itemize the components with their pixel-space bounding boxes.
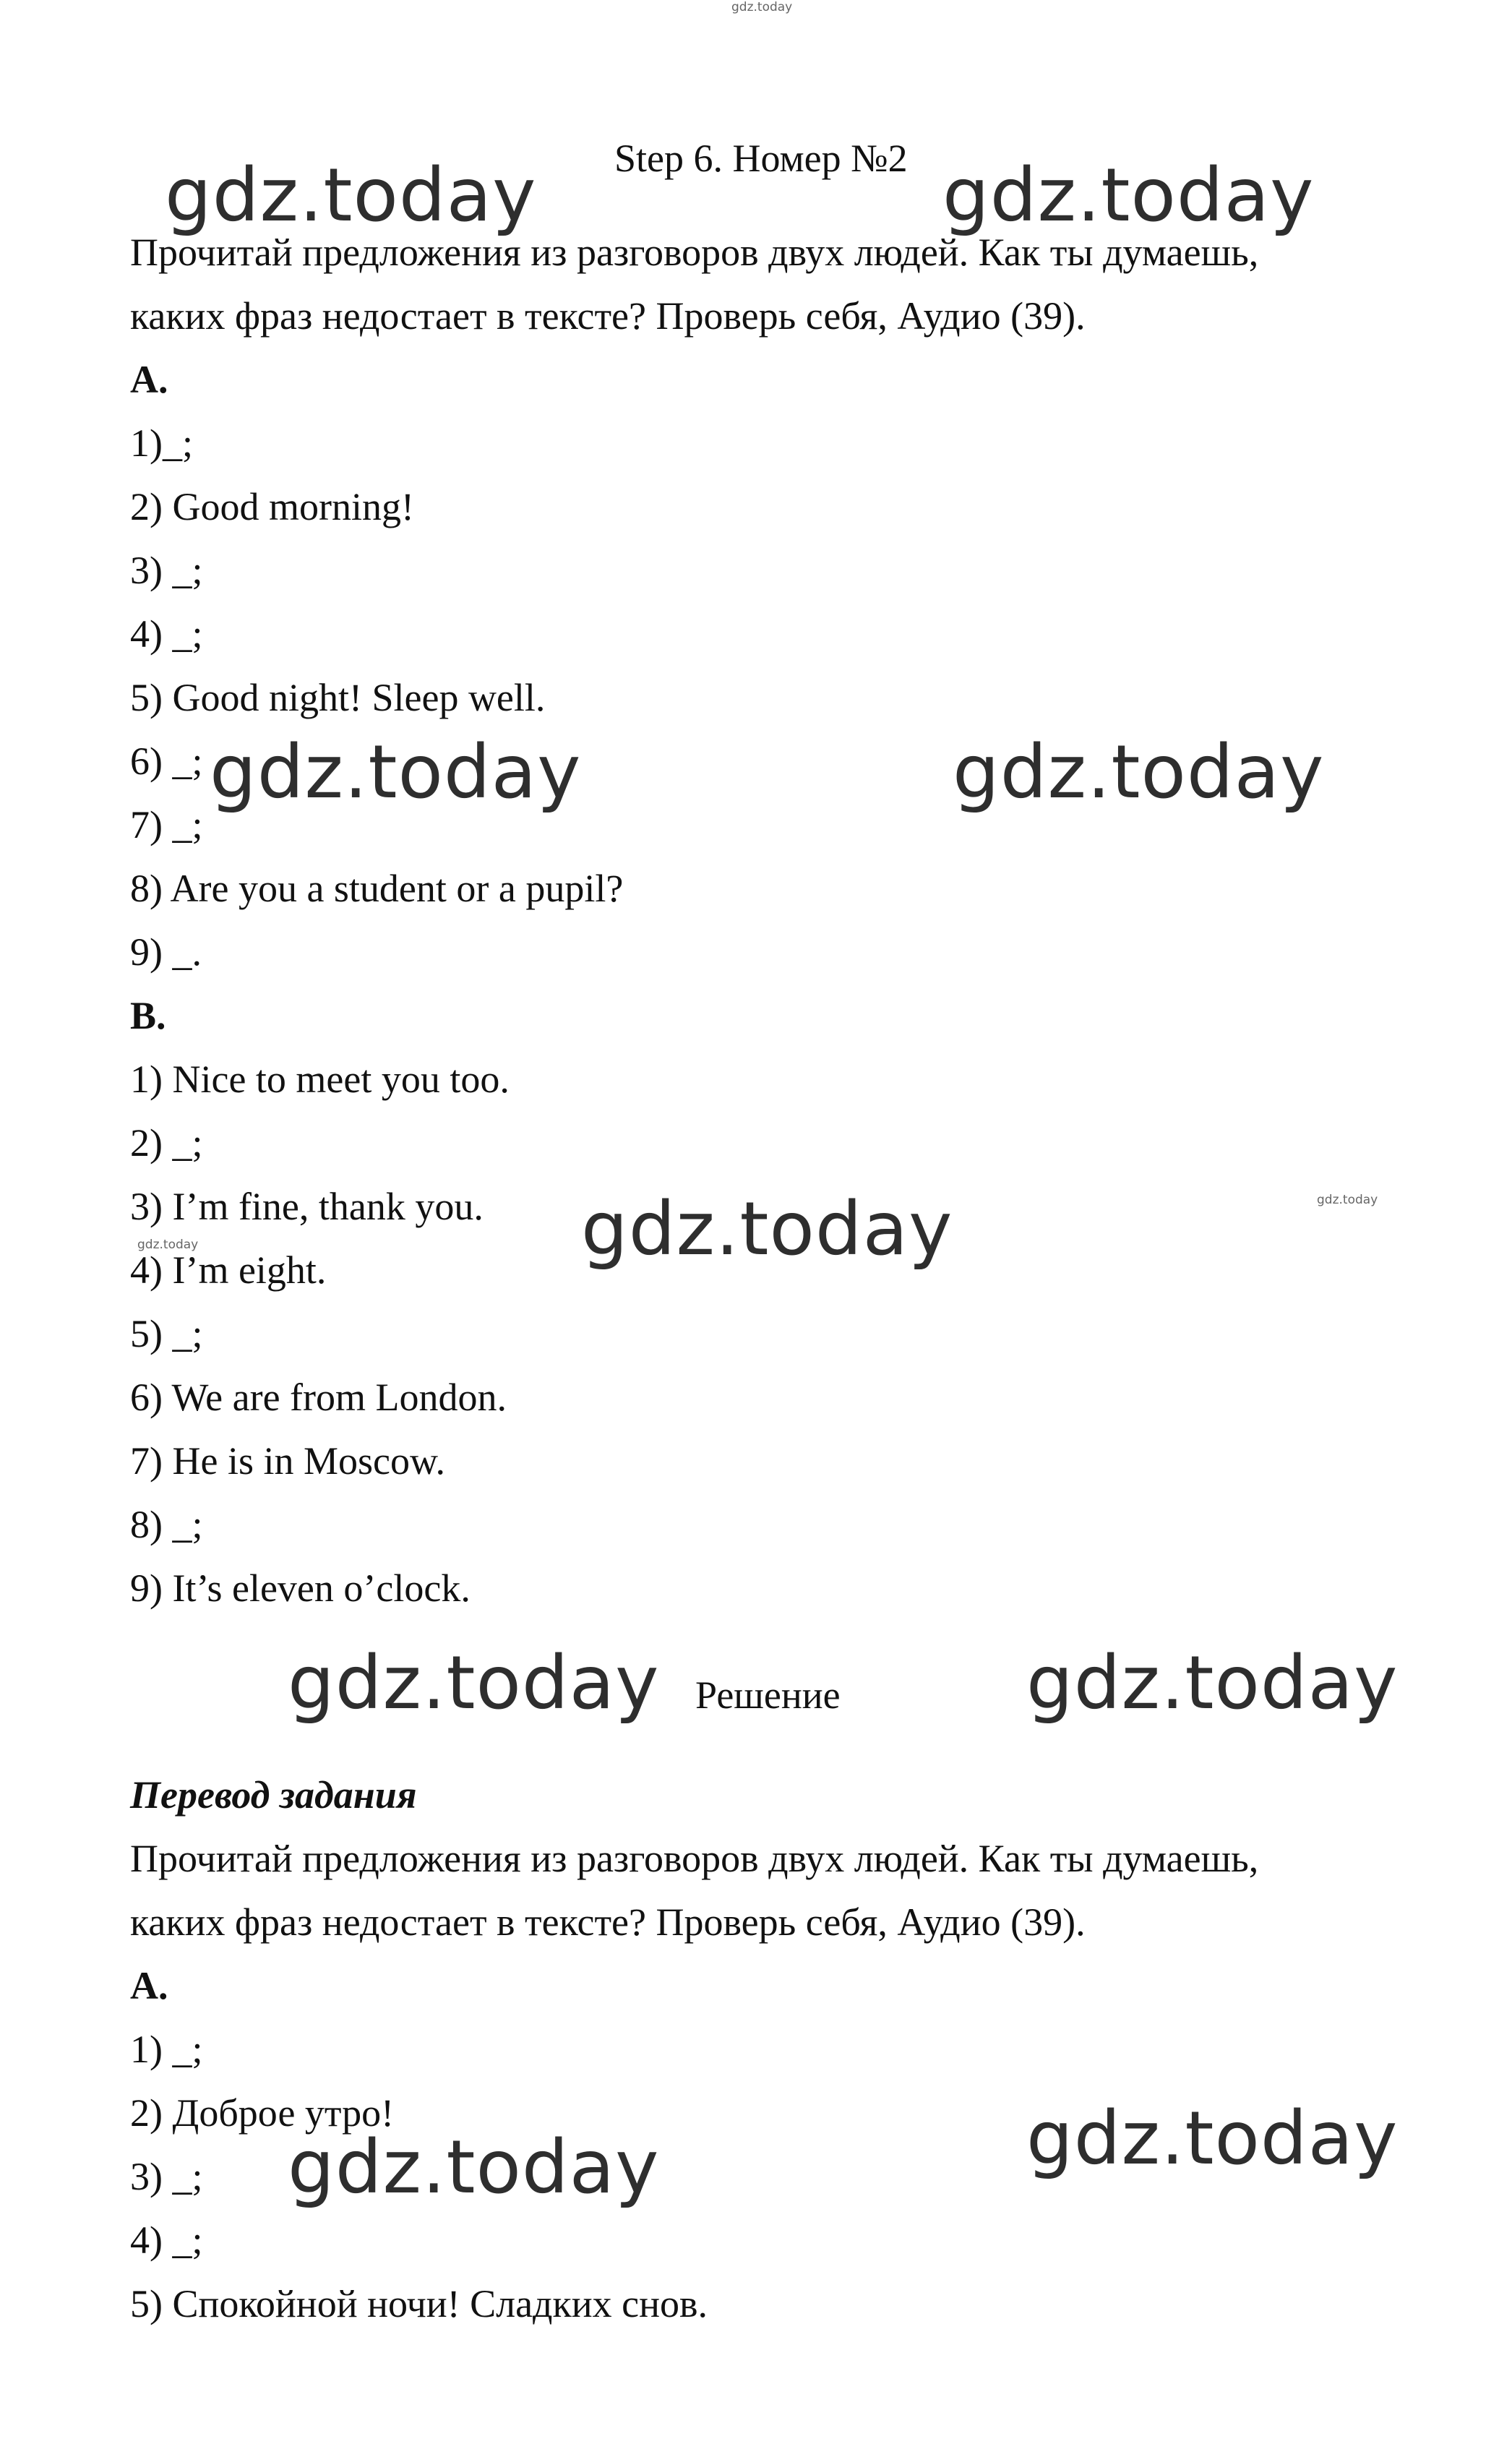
- watermark: gdz.today: [288, 1640, 660, 1726]
- section-a-item: 1)_;: [130, 421, 193, 465]
- solution-heading: Решение: [695, 1673, 841, 1717]
- translation-section-a-item: 5) Спокойной ночи! Сладких снов.: [130, 2282, 708, 2325]
- translation-heading: Перевод задания: [130, 1773, 417, 1817]
- task-instruction-line-1: Прочитай предложения из разговоров двух людей. Как ты думаешь,: [130, 231, 1259, 274]
- section-b-item: 7) He is in Moscow.: [130, 1439, 445, 1483]
- watermark-top: gdz.today: [731, 0, 793, 14]
- section-b-item: 3) I’m fine, thank you.: [130, 1185, 484, 1228]
- translation-instruction-line-2: каких фраз недостает в тексте? Проверь себя, Аудио (39).: [130, 1900, 1086, 1944]
- translation-section-a-item: 3) _;: [130, 2155, 203, 2198]
- section-b-item: 4) I’m eight.: [130, 1248, 327, 1292]
- page-title: Step 6. Номер №2: [614, 137, 908, 180]
- watermark: gdz.today: [581, 1186, 953, 1272]
- section-a-item: 2) Good morning!: [130, 485, 414, 528]
- watermark-small: gdz.today: [1317, 1193, 1378, 1207]
- section-a-item: 3) _;: [130, 549, 203, 592]
- section-a-label: A.: [130, 358, 168, 401]
- watermark-small: gdz.today: [137, 1238, 199, 1252]
- watermark: gdz.today: [1026, 1640, 1399, 1726]
- watermark: gdz.today: [953, 729, 1325, 815]
- watermark: gdz.today: [288, 2124, 660, 2211]
- watermark: gdz.today: [165, 153, 537, 239]
- watermark: gdz.today: [1026, 2096, 1399, 2182]
- section-a-item: 6) _;: [130, 739, 203, 783]
- watermark: gdz.today: [210, 729, 582, 815]
- translation-section-a-item: 1) _;: [130, 2028, 203, 2071]
- watermark: gdz.today: [942, 153, 1315, 239]
- section-b-item: 6) We are from London.: [130, 1376, 507, 1419]
- task-instruction-line-2: каких фраз недостает в тексте? Проверь себя, Аудио (39).: [130, 294, 1086, 338]
- section-a-item: 5) Good night! Sleep well.: [130, 676, 546, 719]
- section-a-item: 7) _;: [130, 803, 203, 846]
- section-b-item: 1) Nice to meet you too.: [130, 1058, 510, 1101]
- section-a-item: 9) _.: [130, 930, 202, 974]
- translation-section-a-item: 4) _;: [130, 2218, 203, 2262]
- section-b-label: B.: [130, 994, 166, 1037]
- section-b-item: 5) _;: [130, 1312, 203, 1355]
- section-b-item: 9) It’s eleven o’clock.: [130, 1566, 471, 1610]
- translation-section-a-label: A.: [130, 1964, 168, 2007]
- section-a-item: 4) _;: [130, 612, 203, 656]
- translation-instruction-line-1: Прочитай предложения из разговоров двух людей. Как ты думаешь,: [130, 1837, 1259, 1880]
- section-b-item: 8) _;: [130, 1503, 203, 1546]
- translation-section-a-item: 2) Доброе утро!: [130, 2091, 395, 2135]
- section-a-item: 8) Are you a student or a pupil?: [130, 867, 624, 910]
- section-b-item: 2) _;: [130, 1121, 203, 1165]
